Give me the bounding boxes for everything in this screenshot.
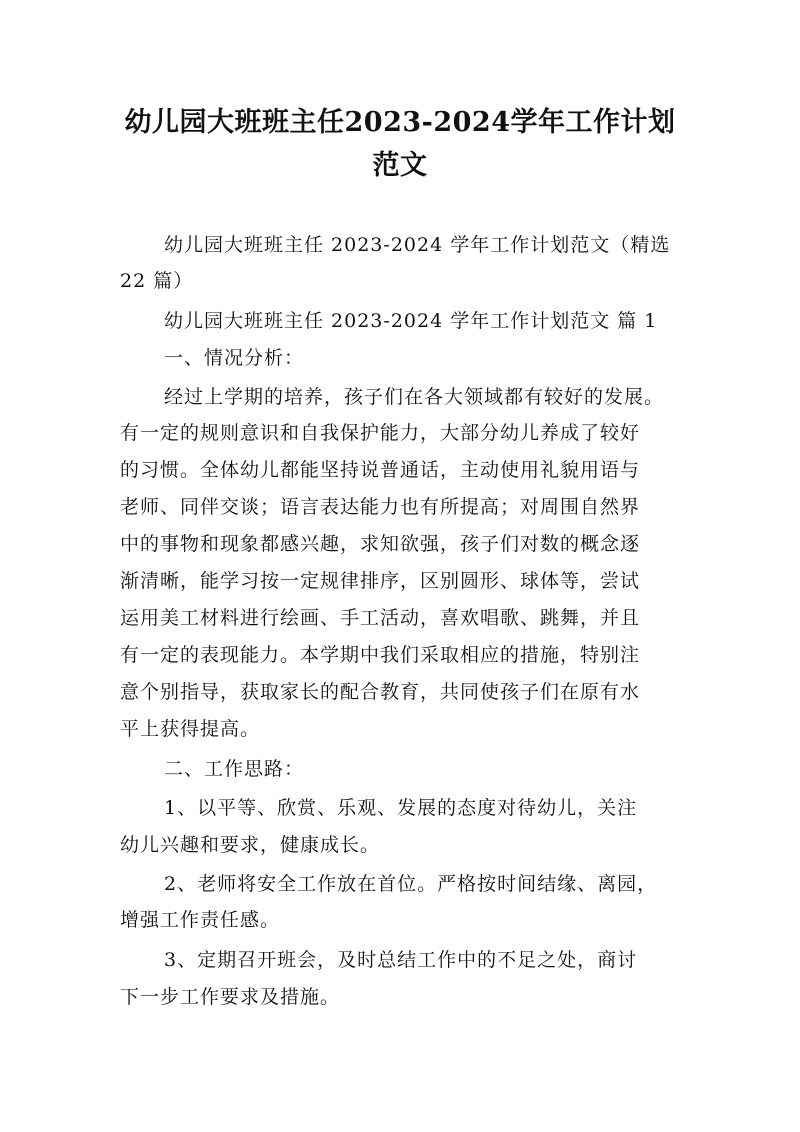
paragraph-line: 下一步工作要求及措施。 bbox=[120, 986, 341, 1008]
document-title-line2: 范文 bbox=[372, 150, 428, 181]
paragraph-line: 运用美工材料进行绘画、手工活动，喜欢唱歌、跳舞，并且 bbox=[120, 607, 641, 629]
paragraph-line: 老师、同伴交谈；语言表达能力也有所提高；对周围自然界 bbox=[120, 496, 641, 518]
paragraph-line: 的习惯。全体幼儿都能坚持说普通话，主动使用礼貌用语与 bbox=[120, 459, 641, 481]
paragraph-line: 渐清晰，能学习按一定规律排序，区别圆形、球体等，尝试 bbox=[120, 570, 641, 592]
document-title-line1: 幼儿园大班班主任2023-2024学年工作计划 bbox=[124, 107, 676, 138]
paragraph-line: 有一定的规则意识和自我保护能力，大部分幼儿养成了较好 bbox=[120, 422, 641, 444]
paragraph-line: 1、以平等、欣赏、乐观、发展的态度对待幼儿，关注 bbox=[164, 797, 638, 819]
section-heading-line: 一、情况分析： bbox=[164, 347, 305, 369]
paragraph-line: 意个别指导，获取家长的配合教育，共同使孩子们在原有水 bbox=[120, 681, 641, 703]
paragraph-line: 22 篇） bbox=[120, 270, 194, 292]
paragraph-line: 3、定期召开班会，及时总结工作中的不足之处，商讨 bbox=[164, 949, 638, 971]
paragraph-line: 幼儿园大班班主任 2023-2024 学年工作计划范文（精选 bbox=[164, 234, 671, 256]
section-heading-line: 二、工作思路： bbox=[164, 758, 305, 780]
paragraph-line: 幼儿兴趣和要求，健康成长。 bbox=[120, 834, 381, 856]
paragraph-line: 经过上学期的培养，孩子们在各大领域都有较好的发展。 bbox=[164, 386, 665, 408]
section-heading-line: 幼儿园大班班主任 2023-2024 学年工作计划范文 篇 1 bbox=[164, 310, 658, 332]
paragraph-line: 增强工作责任感。 bbox=[120, 909, 281, 931]
paragraph-line: 2、老师将安全工作放在首位。严格按时间结缘、离园， bbox=[164, 873, 658, 895]
paragraph-line: 平上获得提高。 bbox=[120, 718, 261, 740]
paragraph-line: 有一定的表现能力。本学期中我们采取相应的措施，特别注 bbox=[120, 644, 641, 666]
paragraph-line: 中的事物和现象都感兴趣，求知欲强，孩子们对数的概念逐 bbox=[120, 533, 641, 555]
